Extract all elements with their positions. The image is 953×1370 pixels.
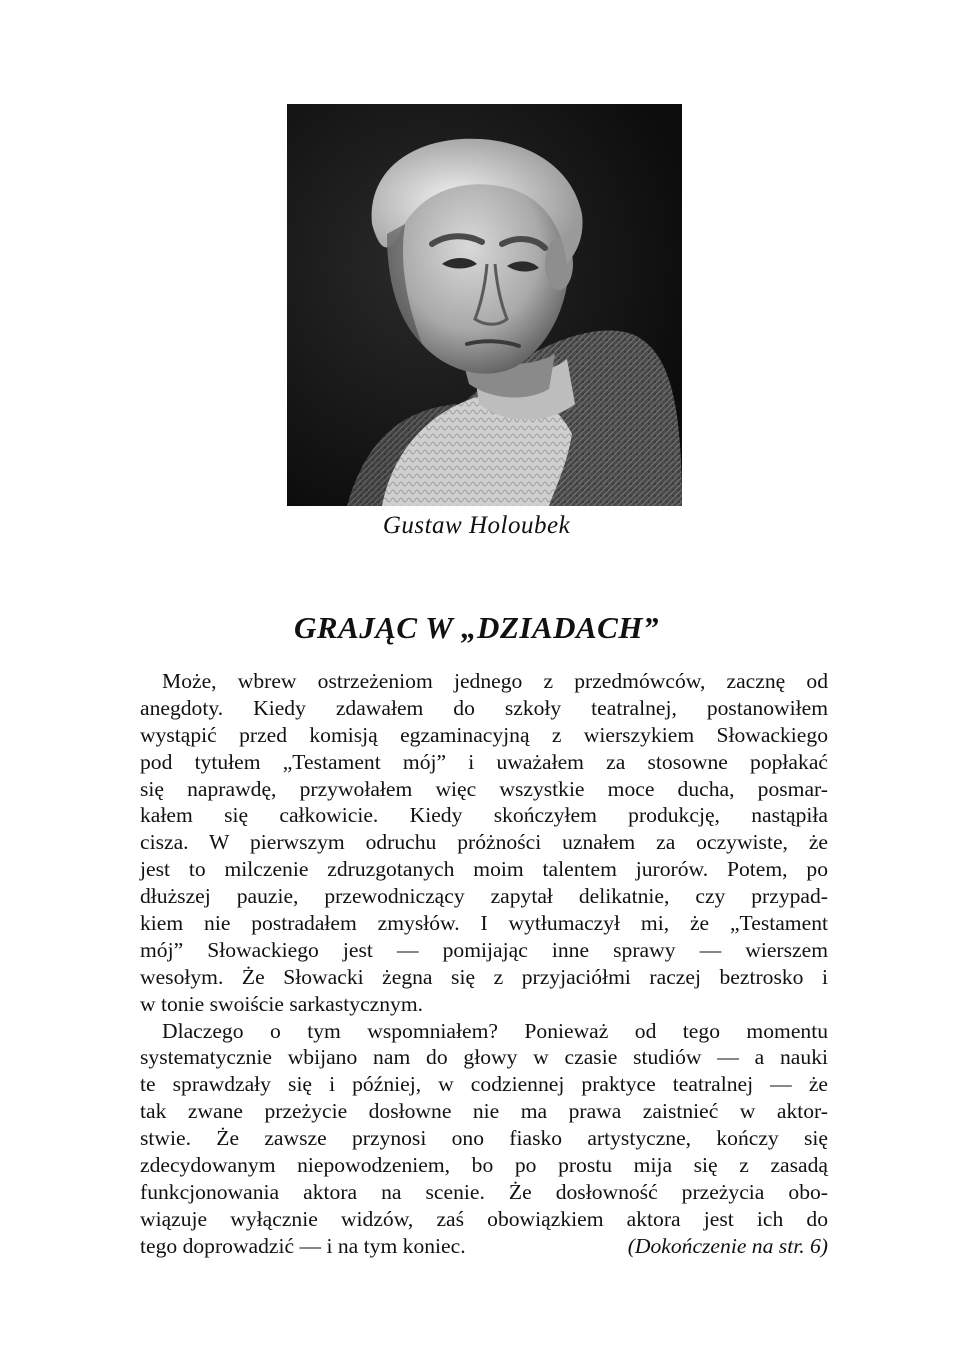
body-line: funkcjonowania aktora na scenie. Że dosłowność przeżycia obo-	[140, 1179, 828, 1204]
body-line: Może, wbrew ostrzeżeniom jednego z przedmówców, zacznę od	[162, 669, 828, 693]
body-line: te sprawdzały się i później, w codziennej praktyce teatralnej — że	[140, 1072, 828, 1097]
body-line: w tonie swoiście sarkastycznym.	[140, 991, 424, 1016]
article-body	[140, 668, 828, 1260]
body-line: anegdoty. Kiedy zdawałem do szkoły teatralnej, postanowiłem	[140, 695, 828, 720]
body-line: stwie. Że zawsze przynosi ono fiasko artystyczne, kończy się	[140, 1126, 828, 1151]
body-line: wesołym. Że Słowacki żegna się z przyjaciółmi raczej beztrosko i	[140, 964, 828, 989]
portrait-photo-image	[287, 104, 682, 506]
body-line: dłuższej pauzie, przewodniczący zapytał delikatnie, czy przypad-	[140, 884, 828, 909]
photo-caption: Gustaw Holoubek	[382, 512, 571, 539]
body-line: systematycznie wbijano nam do głowy w czasie studiów — a nauki	[140, 1045, 828, 1070]
body-line: tego doprowadzić — i na tym koniec.	[140, 1233, 466, 1258]
body-line: tak zwane przeżycie dosłowne nie ma prawa zaistnieć w aktor-	[140, 1099, 828, 1124]
body-line: Dlaczego o tym wspomniałem? Ponieważ od tego momentu	[162, 1018, 828, 1043]
body-line: mój” Słowackiego jest — pomijając inne sprawy — wierszem	[140, 937, 828, 962]
body-line: cisza. W pierwszym odruchu próżności uznałem za oczywiste, że	[140, 830, 828, 855]
body-line: jest to milczenie zdruzgotanych moim talentem jurorów. Potem, po	[140, 857, 828, 882]
body-line: się naprawdę, przywołałem więc wszystkie moce ducha, posmar-	[140, 776, 828, 801]
body-line: pod tytułem „Testament mój” i uważałem za stosowne popłakać	[140, 749, 828, 774]
portrait-photo	[287, 104, 682, 506]
body-line: wystąpić przed komisją egzaminacyjną z wierszykiem Słowackiego	[140, 722, 828, 747]
body-line: kiem nie postradałem zmysłów. I wytłumaczył mi, że „Testament	[140, 911, 828, 936]
body-line: kałem się całkowicie. Kiedy skończyłem produkcję, nastąpiła	[140, 803, 828, 828]
article-title: GRAJĄC W „DZIADACH”	[294, 610, 659, 645]
continuation-note: (Dokończenie na str. 6)	[627, 1233, 828, 1258]
body-line: wiązuje wyłącznie widzów, zaś obowiązkiem aktora jest ich do	[140, 1206, 828, 1231]
body-line: zdecydowanym niepowodzeniem, bo po prostu mija się z zasadą	[140, 1153, 828, 1178]
body-final-line	[140, 1233, 828, 1260]
